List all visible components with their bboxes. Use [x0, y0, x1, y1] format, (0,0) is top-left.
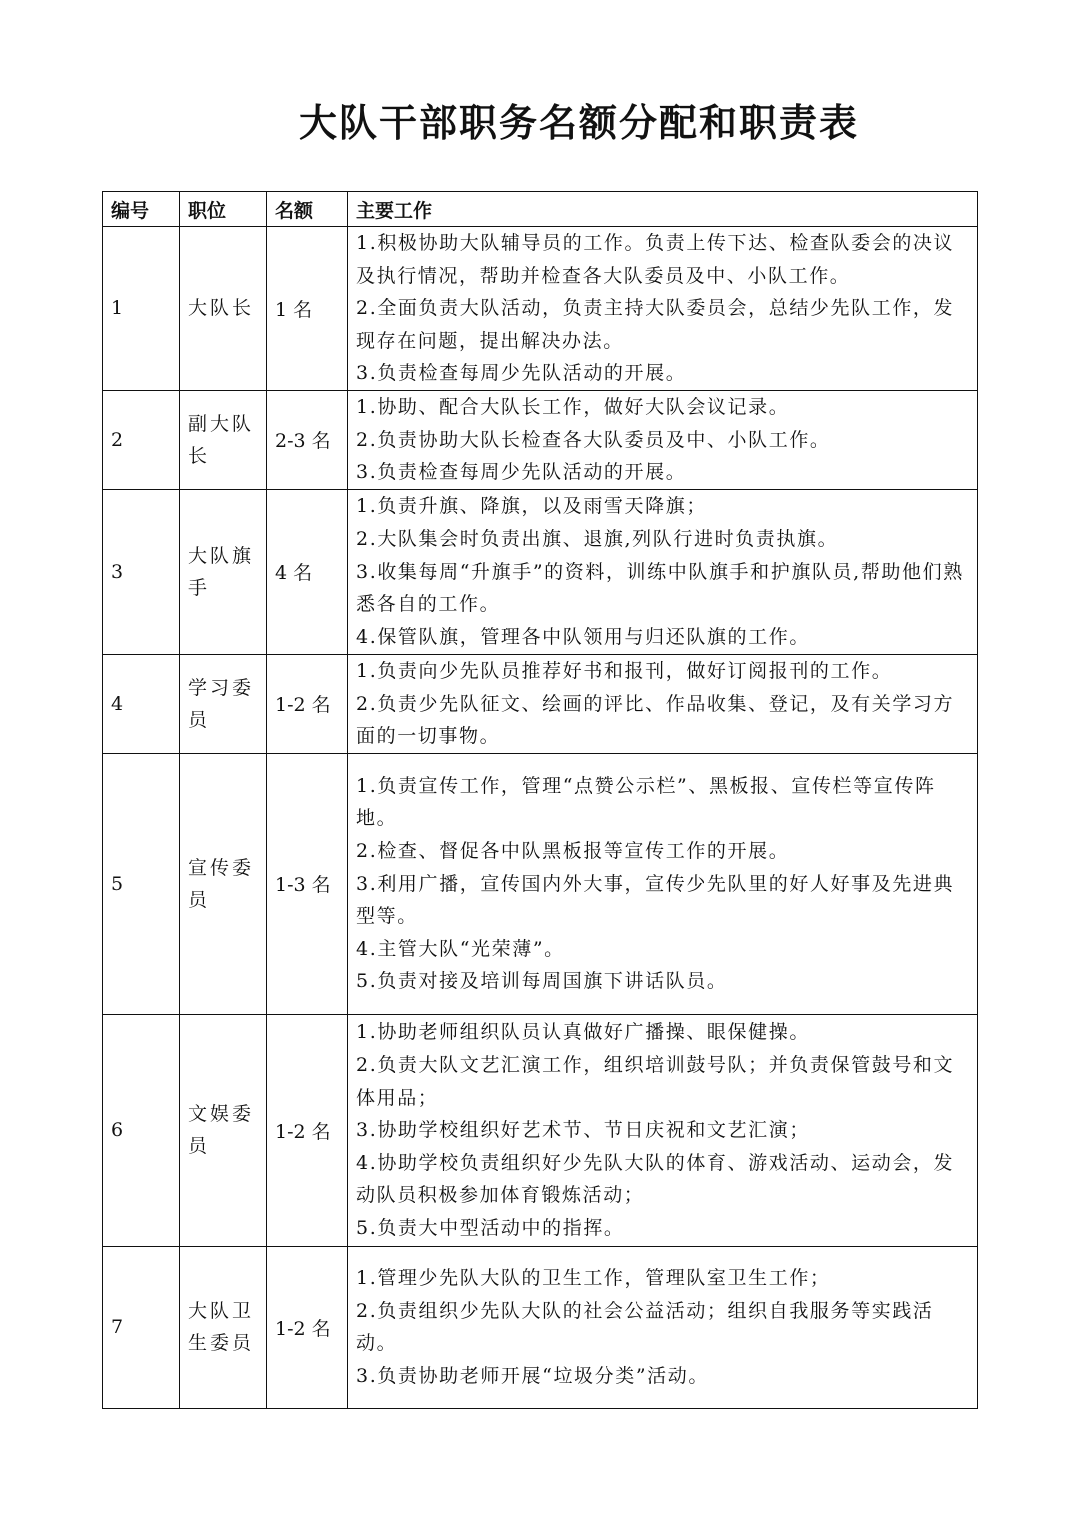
row-quota: 1-2 名: [267, 1246, 348, 1408]
table-row: [103, 1014, 978, 1246]
table-row: [103, 390, 978, 489]
duty-item: 1.负责宣传工作，管理“点赞公示栏”、黑板报、宣传栏等宣传阵地。: [356, 774, 936, 830]
row-duties: [348, 1246, 978, 1408]
duty-item: 1.协助老师组织队员认真做好广播操、眼保健操。: [356, 1021, 810, 1044]
duty-item: 5.负责对接及培训每周国旗下讲话队员。: [356, 970, 728, 993]
duty-item: 4.保管队旗，管理各中队领用与归还队旗的工作。: [356, 625, 810, 648]
row-position: 文娱委员: [180, 1014, 267, 1246]
duty-item: 4.协助学校负责组织好少先队大队的体育、游戏活动、运动会，发动队员积极参加体育锻炼活动；: [356, 1151, 955, 1207]
duty-item: 2.负责大队文艺汇演工作，组织培训鼓号队；并负责保管鼓号和文体用品；: [356, 1053, 955, 1109]
table-row: [103, 753, 978, 1014]
row-number: 3: [103, 489, 180, 654]
duty-item: 1.负责升旗、降旗，以及雨雪天降旗；: [356, 495, 707, 518]
row-position: 大队卫生委员: [180, 1246, 267, 1408]
row-number: 1: [103, 227, 180, 391]
table-row: [103, 227, 978, 391]
row-number: 6: [103, 1014, 180, 1246]
page-title: 大队干部职务名额分配和职责表: [298, 101, 859, 145]
duty-item: 1.管理少先队大队的卫生工作，管理队室卫生工作；: [356, 1267, 831, 1290]
row-position: 宣传委员: [180, 753, 267, 1014]
duty-item: 2.负责少先队征文、绘画的评比、作品收集、登记，及有关学习方面的一切事物。: [356, 692, 955, 748]
duty-item: 3.负责协助老师开展“垃圾分类”活动。: [356, 1365, 709, 1388]
row-quota: 1-2 名: [267, 654, 348, 753]
duty-item: 1.负责向少先队员推荐好书和报刊，做好订阅报刊的工作。: [356, 660, 893, 683]
header-number: 编号: [103, 192, 180, 227]
row-quota: 1 名: [267, 227, 348, 391]
row-quota: 1-3 名: [267, 753, 348, 1014]
duty-table: [102, 191, 978, 1409]
duty-item: 3.负责检查每周少先队活动的开展。: [356, 362, 687, 385]
duty-item: 3.负责检查每周少先队活动的开展。: [356, 461, 687, 484]
table-row: [103, 1246, 978, 1408]
duty-item: 2.检查、督促各中队黑板报等宣传工作的开展。: [356, 840, 790, 863]
duty-item: 2.负责协助大队长检查各大队委员及中、小队工作。: [356, 428, 831, 451]
duty-item: 3.收集每周“升旗手”的资料，训练中队旗手和护旗队员,帮助他们熟悉各自的工作。: [356, 560, 964, 616]
row-duties: [348, 654, 978, 753]
row-duties: [348, 753, 978, 1014]
row-duties: [348, 489, 978, 654]
duty-item: 4.主管大队“光荣薄”。: [356, 937, 565, 960]
duty-item: 1.协助、配合大队长工作，做好大队会议记录。: [356, 396, 790, 419]
table-row: [103, 654, 978, 753]
row-quota: 2-3 名: [267, 390, 348, 489]
duty-item: 1.积极协助大队辅导员的工作。负责上传下达、检查队委会的决议及执行情况，帮助并检查各大队委员及中、小队工作。: [356, 232, 955, 287]
header-work: 主要工作: [348, 192, 978, 227]
row-number: 7: [103, 1246, 180, 1408]
row-duties: [348, 390, 978, 489]
table-header-row: [103, 192, 978, 227]
header-quota: 名额: [267, 192, 348, 227]
row-quota: 1-2 名: [267, 1014, 348, 1246]
row-number: 5: [103, 753, 180, 1014]
duty-item: 2.负责组织少先队大队的社会公益活动；组织自我服务等实践活动。: [356, 1299, 934, 1355]
row-duties: [348, 227, 978, 391]
row-position: 大队旗手: [180, 489, 267, 654]
duty-item: 2.大队集会时负责出旗、退旗,列队行进时负责执旗。: [356, 528, 839, 551]
row-duties: [348, 1014, 978, 1246]
row-position: 大队长: [180, 227, 267, 391]
duty-item: 3.利用广播，宣传国内外大事，宣传少先队里的好人好事及先进典型等。: [356, 872, 955, 928]
duty-item: 2.全面负责大队活动，负责主持大队委员会，总结少先队工作，发现存在问题，提出解决办法。: [356, 297, 955, 352]
row-position: 学习委员: [180, 654, 267, 753]
header-position: 职位: [180, 192, 267, 227]
row-number: 4: [103, 654, 180, 753]
row-number: 2: [103, 390, 180, 489]
duty-item: 5.负责大中型活动中的指挥。: [356, 1216, 625, 1239]
duty-item: 3.协助学校组织好艺术节、节日庆祝和文艺汇演；: [356, 1119, 810, 1142]
table-row: [103, 489, 978, 654]
row-quota: 4 名: [267, 489, 348, 654]
row-position: 副大队长: [180, 390, 267, 489]
